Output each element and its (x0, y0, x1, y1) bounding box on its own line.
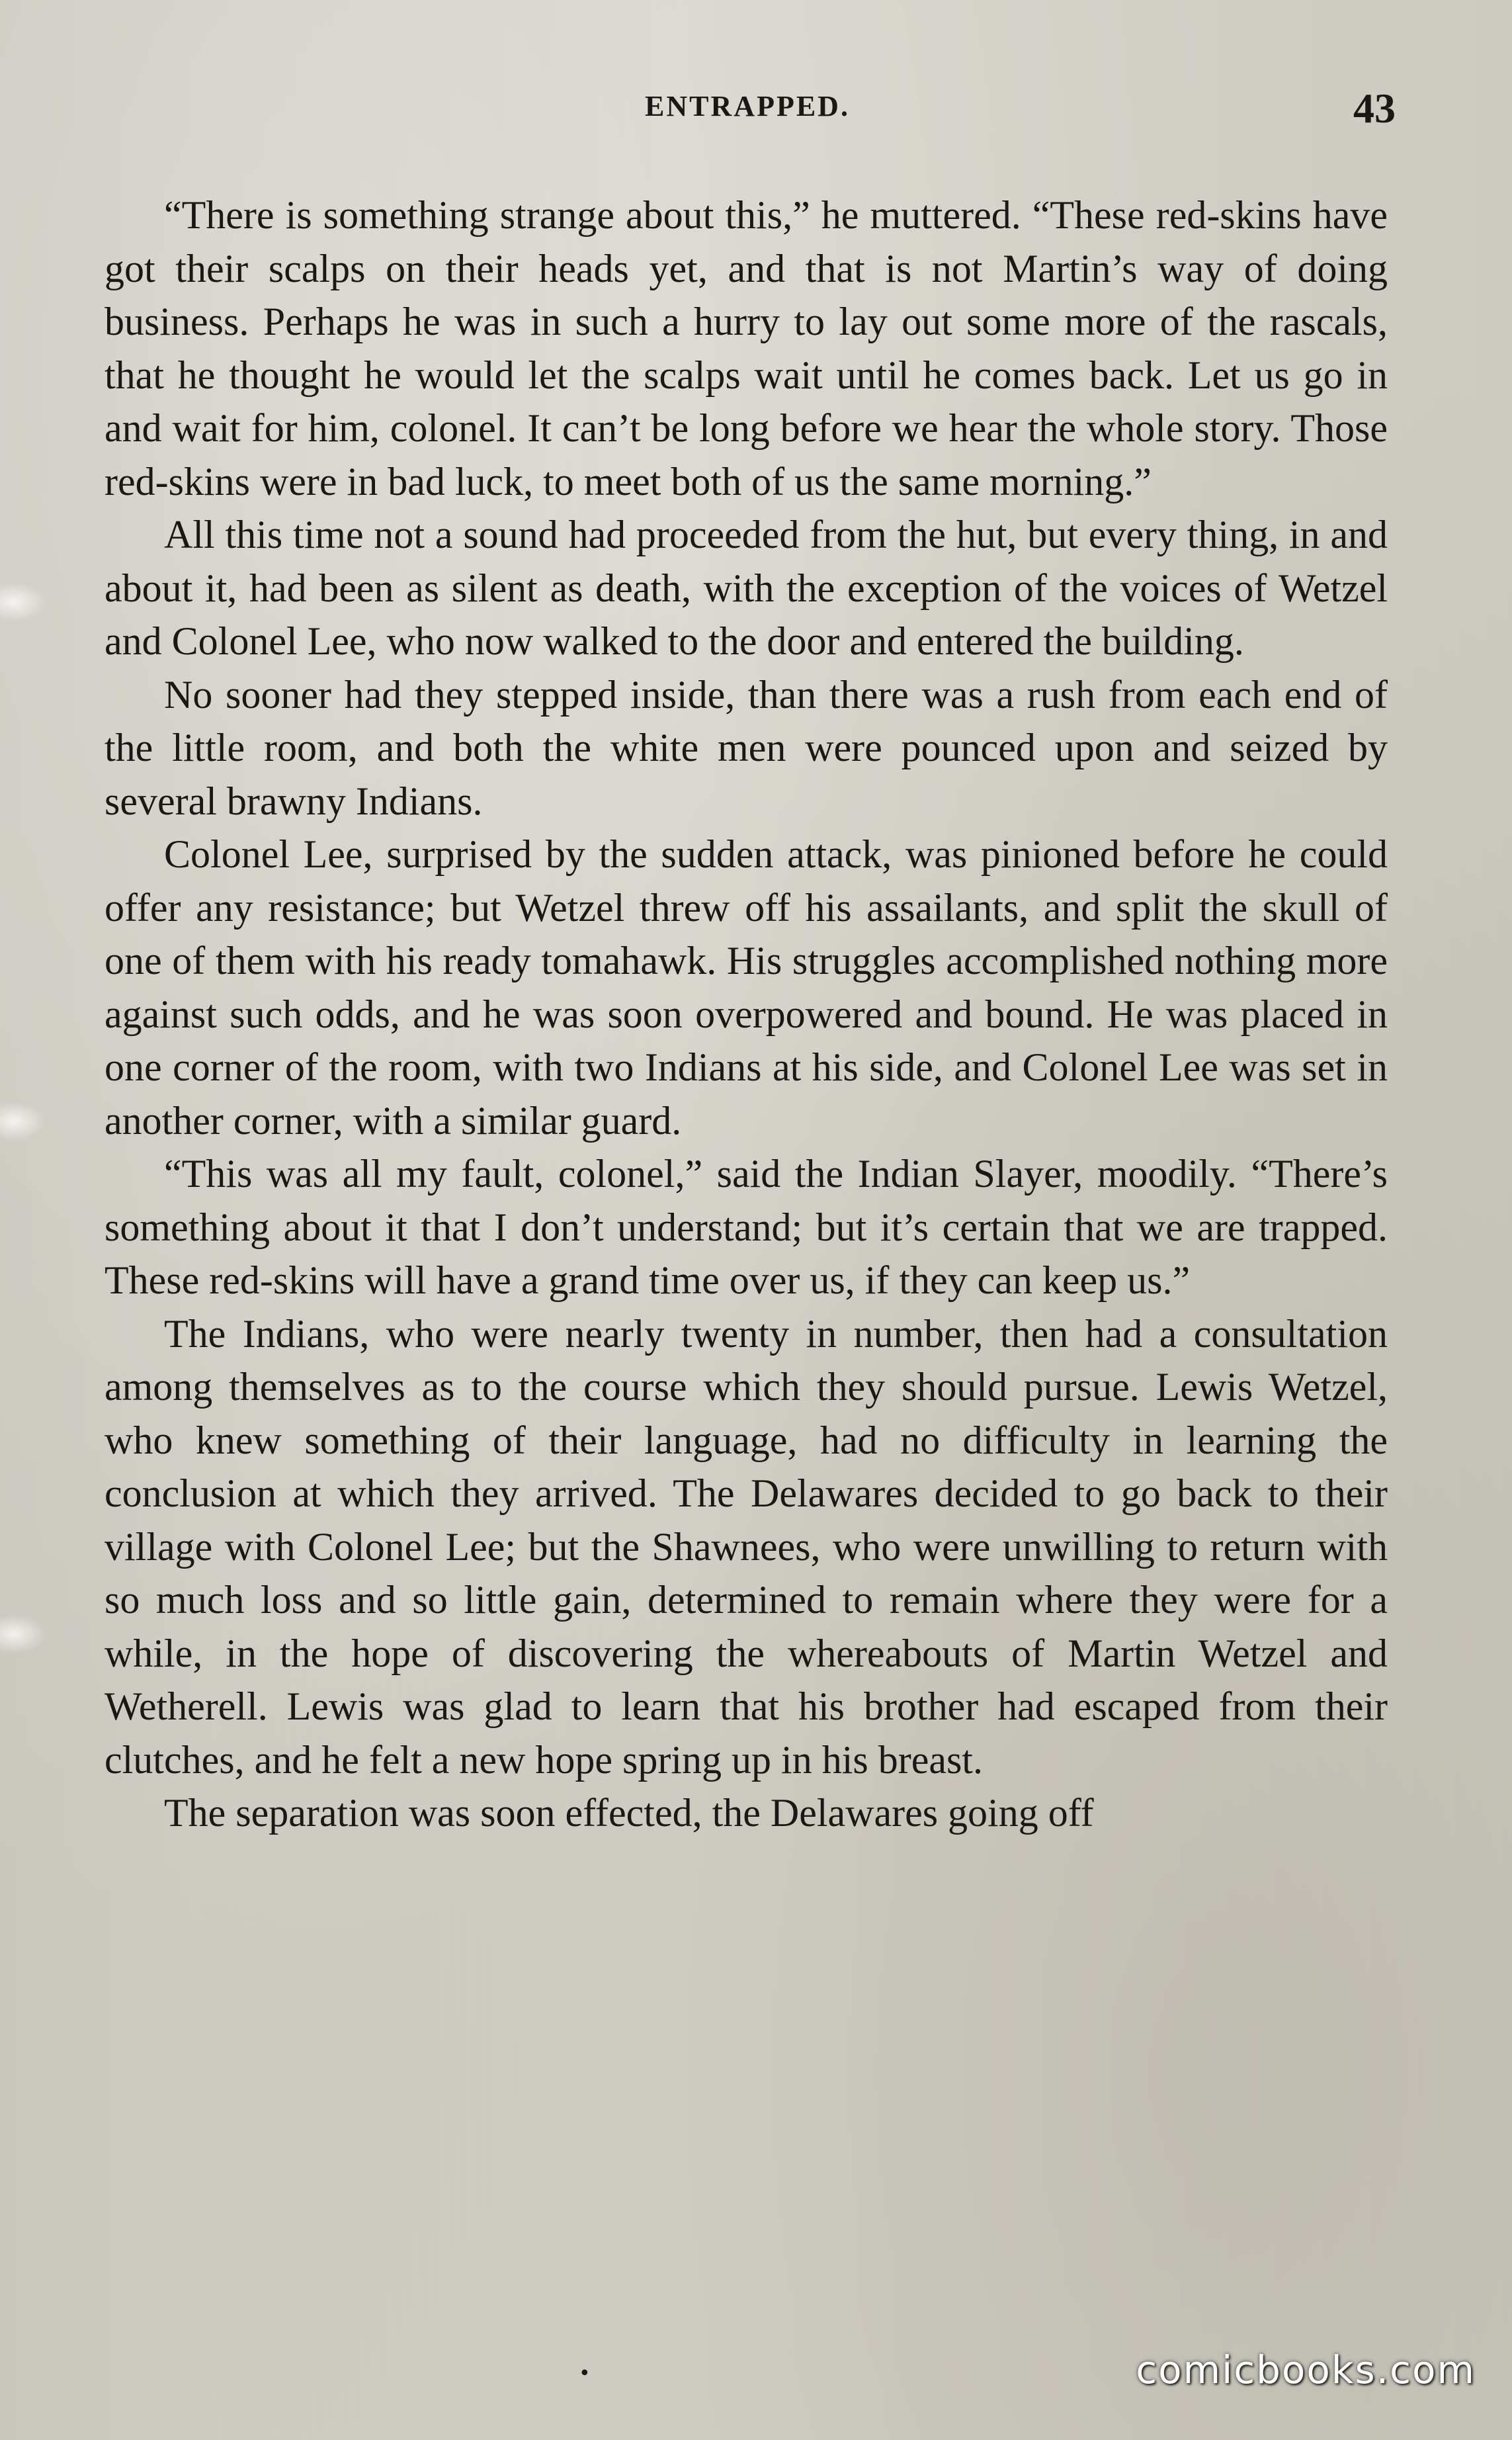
body-text (105, 189, 1388, 1840)
watermark: comicbooks.com (1136, 2347, 1476, 2392)
binding-mark (0, 1614, 46, 1654)
paragraph: All this time not a sound had proceeded from the hut, but every thing, in and about it, had been as silent as death, with the exception of the voices of Wetzel and Colonel Lee, who now walked to the door and entered the building. (105, 513, 1388, 663)
page-header (99, 85, 1396, 142)
paragraph: “This was all my fault, colonel,” said the Indian Slayer, moodily. “There’s something about it that I don’t understand; but it’s certain that we are trapped. These red-skins will have a grand time over us, if they can keep us.” (105, 1152, 1388, 1302)
binding-mark (0, 582, 46, 622)
paragraph: Colonel Lee, surprised by the sudden attack, was pinioned before he could offer any resistance; but Wetzel threw off his assailants, and split the skull of one of them with his ready tomahawk. His struggles accomplished nothing more against such odds, and he was soon overpowered and bound. He was placed in one corner of the room, with two Indians at his side, and Colonel Lee was set in another corner, with a similar guard. (105, 832, 1388, 1143)
running-head: ENTRAPPED. (645, 90, 850, 122)
page-number: 43 (1353, 85, 1396, 132)
footer-ornament: • (579, 2362, 591, 2385)
paragraph: No sooner had they stepped inside, than there was a rush from each end of the little room, and both the white men were pounced upon and seized by several brawny Indians. (105, 672, 1388, 823)
paragraph: The Indians, who were nearly twenty in number, then had a consultation among themselves as to the course which they should pursue. Lewis Wetzel, who knew something of their language, had no difficulty in learning the conclusion at which they arrived. The Delawares decided to go back to their village with Colonel Lee; but the Shawnees, who were unwilling to return with so much loss and so little gain, determined to remain where they were for a while, in the hope of discovering the whereabouts of Martin Wetzel and Wetherell. Lewis was glad to learn that his brother had escaped from their clutches, and he felt a new hope spring up in his breast. (105, 1311, 1388, 1782)
binding-mark (0, 1102, 46, 1141)
paragraph: “There is something strange about this,” he muttered. “These red-skins have got their scalps on their heads yet, and that is not Martin’s way of doing business. Perhaps he was in such a hurry to lay out some more of the rascals, that he thought he would let the scalps wait until he comes back. Let us go in and wait for him, colonel. It can’t be long before we hear the whole story. Those red-skins were in bad luck, to meet both of us the same morning.” (105, 193, 1388, 503)
paragraph: The separation was soon effected, the Delawares going off (164, 1791, 1094, 1835)
